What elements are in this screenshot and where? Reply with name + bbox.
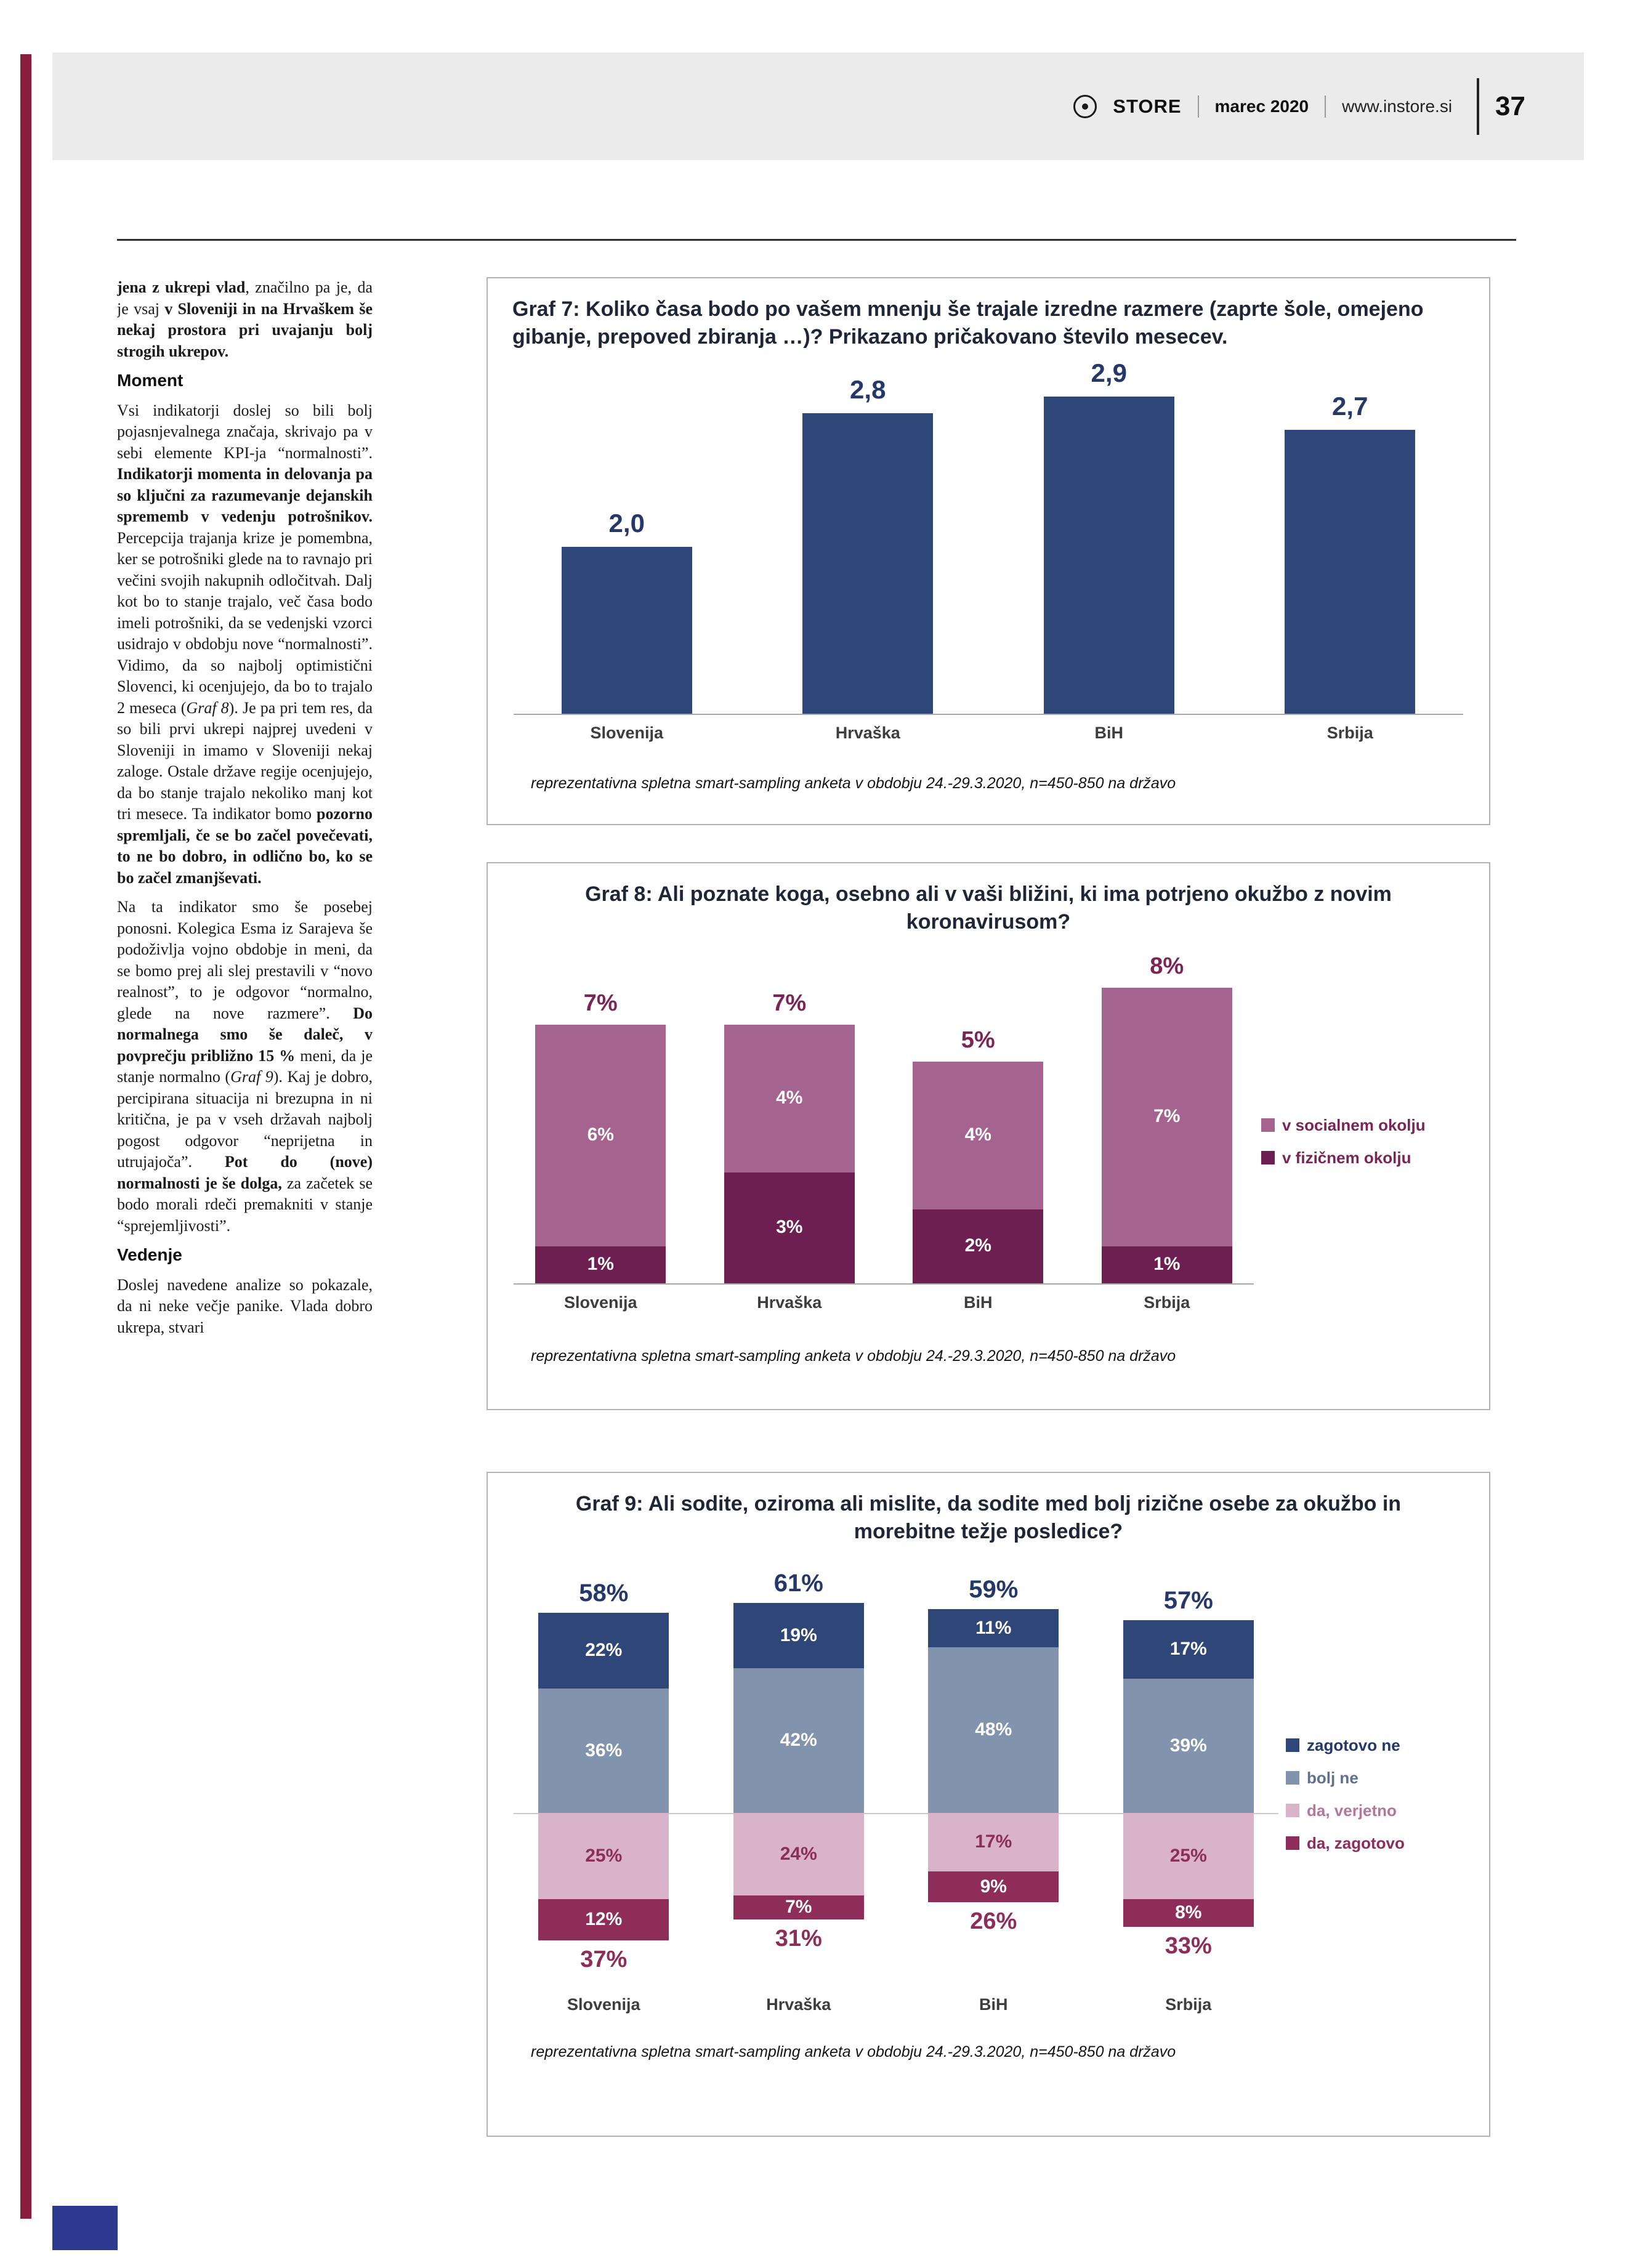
chart-graf8	[486, 862, 1490, 1410]
category-label: Hrvaška	[835, 723, 900, 742]
category-label: Slovenija	[563, 1293, 637, 1312]
legend-swatch	[1286, 1836, 1299, 1850]
article-paragraph	[117, 1275, 373, 1339]
text-run: ). Je pa pri tem res, da so bili prvi ukrepi najprej uvedeni v Sloveniji in imamo v Sloveniji nekaj zaloge. Ostale države regije ocenjujejo, da bo stanje trajalo nekoliko manj kot tri mesece. Ta indikator bomo	[117, 698, 373, 823]
legend-item	[1261, 1116, 1471, 1135]
category-label: Srbija	[1326, 723, 1373, 742]
category-label: Slovenija	[567, 1995, 640, 2014]
legend-label: zagotovo ne	[1307, 1735, 1400, 1754]
chart-legend-graf8	[1261, 945, 1471, 1339]
legend-swatch	[1286, 1738, 1299, 1752]
bar	[562, 547, 692, 714]
segment-label: 22%	[585, 1640, 623, 1661]
segment-label: 36%	[585, 1740, 623, 1761]
segment-label: 25%	[585, 1845, 623, 1866]
article-heading: Vedenje	[117, 1245, 182, 1264]
text-run: v Sloveniji in na Hrvaškem še nekaj prostora pri uvajanju bolj strogih ukrepov.	[117, 299, 373, 360]
total-label: 57%	[1163, 1586, 1213, 1614]
corner-accent-square	[52, 2206, 118, 2250]
chart-footnote-graf7: reprezentativna spletna smart-sampling anketa v obdobju 24.-29.3.2020, n=450-850 na državo	[531, 774, 1176, 792]
text-run: pozorno spremljali, če se bo začel povečevati, to ne bo dobro, in odlično bo, ko se bo začel zmanjševati.	[117, 805, 373, 887]
text-run: Graf 8	[186, 698, 229, 717]
article-paragraph	[117, 277, 373, 362]
segment-label: 39%	[1169, 1735, 1207, 1756]
category-label: Srbija	[1144, 1293, 1190, 1312]
text-run: Vsi indikatorji doslej so bili bolj pojasnjevalnega značaja, skrivajo pa v sebi elemente KPI-ja “normalnosti”.	[117, 401, 373, 462]
total-label: 26%	[970, 1908, 1017, 1934]
chart-title-graf7: Graf 7: Koliko časa bodo po vašem mnenju še trajale izredne razmere (zaprte šole, omejeno gibanje, prepoved zbiranja …)? Prikazano pričakovano število mesecev.	[512, 297, 1424, 349]
segment-label: 4%	[776, 1087, 803, 1108]
text-run: meni, da je stanje normalno (	[117, 1046, 373, 1086]
legend-swatch	[1261, 1151, 1275, 1164]
bar-column	[896, 1554, 1091, 2035]
segment-label: 7%	[1153, 1105, 1181, 1126]
bar	[1285, 430, 1415, 714]
segment-label: 19%	[780, 1624, 817, 1645]
chart-graf7	[486, 277, 1490, 825]
bar-column	[506, 1554, 701, 2035]
text-run: , značilno pa je, da je vsaj	[117, 278, 373, 318]
article-heading: Moment	[117, 371, 184, 390]
text-run: za začetek se bodo morali rdeči premakniti v stanje “sprejemljivosti”.	[117, 1174, 373, 1235]
header-rule	[117, 239, 1516, 241]
value-label: 2,9	[1091, 358, 1127, 387]
segment-label: 7%	[785, 1897, 812, 1918]
chart-plot-graf9	[506, 1554, 1286, 2035]
article-paragraph	[117, 400, 373, 889]
total-label: 58%	[579, 1579, 629, 1607]
legend-item	[1261, 1148, 1471, 1168]
segment-label: 25%	[1169, 1845, 1207, 1866]
text-run: Doslej navedene analize so pokazale, da ni neke večje panike. Vlada dobro ukrepa, stvari	[117, 1275, 373, 1336]
text-run: Do normalnega smo še daleč, v povprečju približno 15 %	[117, 1004, 373, 1065]
chart-body-graf8	[506, 945, 1471, 1339]
segment-label: 2%	[964, 1235, 991, 1256]
total-label: 31%	[775, 1925, 822, 1951]
charts-column	[486, 277, 1490, 2195]
segment-label: 11%	[975, 1617, 1012, 1638]
total-label: 7%	[772, 990, 807, 1016]
logo-dot	[1082, 103, 1088, 110]
segment-label: 48%	[975, 1719, 1012, 1740]
segment-label: 6%	[587, 1124, 614, 1145]
legend-swatch	[1286, 1804, 1299, 1817]
text-run: ). Kaj je dobro, percipirana situacija ni brezupna in ni kritična, je pa v vseh državah najbolj pogost odgovor “neprijetna in utrujajoča”.	[117, 1068, 373, 1171]
legend-label: da, verjetno	[1307, 1801, 1397, 1820]
text-run: Indikatorji momenta in delovanja pa so ključni za razumevanje dejanskih sprememb v vedenju potrošnikov.	[117, 465, 373, 525]
legend-item	[1286, 1801, 1471, 1820]
chart-footnote-graf8: reprezentativna spletna smart-sampling anketa v obdobju 24.-29.3.2020, n=450-850 na državo	[531, 1347, 1176, 1365]
value-label: 2,7	[1332, 391, 1368, 421]
chart-title-graf8: Graf 8: Ali poznate koga, osebno ali v vaši bližini, ki ima potrjeno okužbo z novim koronavirusom?	[585, 882, 1392, 934]
legend-label: v fizičnem okolju	[1282, 1148, 1411, 1167]
total-label: 8%	[1150, 953, 1184, 979]
segment-label: 1%	[587, 1253, 614, 1274]
text-run: Graf 9	[230, 1068, 273, 1086]
total-label: 37%	[580, 1946, 628, 1972]
bar-column	[506, 945, 695, 1339]
bar-column	[884, 945, 1073, 1339]
segment-label: 17%	[1169, 1639, 1207, 1660]
segment-label: 9%	[980, 1876, 1007, 1897]
bar-column	[695, 945, 884, 1339]
legend-label: da, zagotovo	[1307, 1833, 1405, 1852]
chart-plot-graf7	[506, 360, 1471, 766]
category-label: BiH	[979, 1995, 1008, 2014]
segment-label: 24%	[780, 1843, 817, 1864]
bar-column	[1230, 360, 1471, 766]
segment-label: 17%	[975, 1831, 1012, 1852]
chart-body-graf7	[506, 360, 1471, 766]
segment-label: 1%	[1153, 1253, 1181, 1274]
chart-body-graf9	[506, 1554, 1471, 2035]
legend-item	[1286, 1769, 1471, 1788]
page-number-divider	[1477, 78, 1479, 135]
total-label: 59%	[969, 1575, 1019, 1603]
legend-item	[1286, 1736, 1471, 1755]
page-header	[52, 52, 1584, 160]
total-label: 61%	[773, 1569, 823, 1597]
bar-column	[748, 360, 989, 766]
text-run: Na ta indikator smo še posebej ponosni. Kolegica Esma iz Sarajeva še podoživlja vojno obdobje in meni, da se bomo prej ali slej prestavili v “novo realnost”, to je odgovor “normalno, glede na nove razmere”.	[117, 898, 373, 1022]
magazine-brand: STORE	[1113, 95, 1182, 117]
category-label: Slovenija	[590, 723, 664, 742]
total-label: 7%	[583, 990, 618, 1016]
legend-item	[1286, 1834, 1471, 1853]
bar-column	[1073, 945, 1262, 1339]
instore-logo-icon	[1073, 95, 1097, 118]
text-run: Percepcija trajanja krize je pomembna, ker se potrošniki glede na to ravnajo pri večini svojih nakupnih odločitvah. Dalj kot bo to stanje trajalo, več časa bodo imeli potrošniki, da se vedenjski vzorci usidrajo v obdobju nove “normalnosti”. Vidimo, da so najbolj optimistični Slovenci, ki ocenjujejo, da bo to trajalo 2 meseca (	[117, 528, 373, 717]
article-column	[117, 277, 373, 2195]
total-label: 33%	[1165, 1932, 1212, 1959]
total-label: 5%	[961, 1027, 995, 1053]
segment-label: 12%	[585, 1909, 623, 1930]
category-label: Hrvaška	[766, 1995, 831, 2014]
page-number: 37	[1495, 91, 1525, 121]
chart-title-graf9: Graf 9: Ali sodite, oziroma ali mislite, da sodite med bolj rizične osebe za okužbo in morebitne težje posledice?	[575, 1492, 1402, 1543]
text-run: Pot do (nove) normalnosti je še dolga,	[117, 1153, 373, 1192]
bar-column	[506, 360, 748, 766]
legend-label: bolj ne	[1307, 1768, 1358, 1787]
segment-label: 8%	[1175, 1902, 1202, 1923]
chart-footnote-graf9: reprezentativna spletna smart-sampling anketa v obdobju 24.-29.3.2020, n=450-850 na državo	[531, 2043, 1176, 2060]
category-label: BiH	[964, 1293, 993, 1312]
issue-date: marec 2020	[1214, 96, 1309, 116]
legend-label: v socialnem okolju	[1282, 1115, 1426, 1134]
category-label: Srbija	[1165, 1995, 1212, 2014]
text-run: jena z ukrepi vlad	[117, 278, 246, 296]
value-label: 2,8	[850, 374, 886, 404]
chart-legend-graf9	[1286, 1554, 1471, 2035]
category-label: Hrvaška	[757, 1293, 822, 1312]
article-paragraph	[117, 897, 373, 1237]
legend-swatch	[1286, 1771, 1299, 1785]
legend-swatch	[1261, 1118, 1275, 1132]
bar-column	[701, 1554, 897, 2035]
segment-label: 4%	[964, 1124, 991, 1145]
segment-label: 3%	[776, 1216, 803, 1237]
left-accent-strip	[20, 54, 31, 2219]
bar	[1044, 397, 1174, 714]
category-label: BiH	[1094, 723, 1123, 742]
bar-column	[988, 360, 1230, 766]
main-content	[117, 277, 1490, 2195]
chart-graf9	[486, 1472, 1490, 2137]
chart-plot-graf8	[506, 945, 1261, 1339]
website-url: www.instore.si	[1342, 96, 1453, 116]
bar-column	[1091, 1554, 1286, 2035]
value-label: 2,0	[608, 508, 645, 538]
bar	[802, 413, 933, 714]
header-divider	[1325, 95, 1326, 118]
header-divider	[1198, 95, 1199, 118]
segment-label: 42%	[780, 1730, 817, 1751]
